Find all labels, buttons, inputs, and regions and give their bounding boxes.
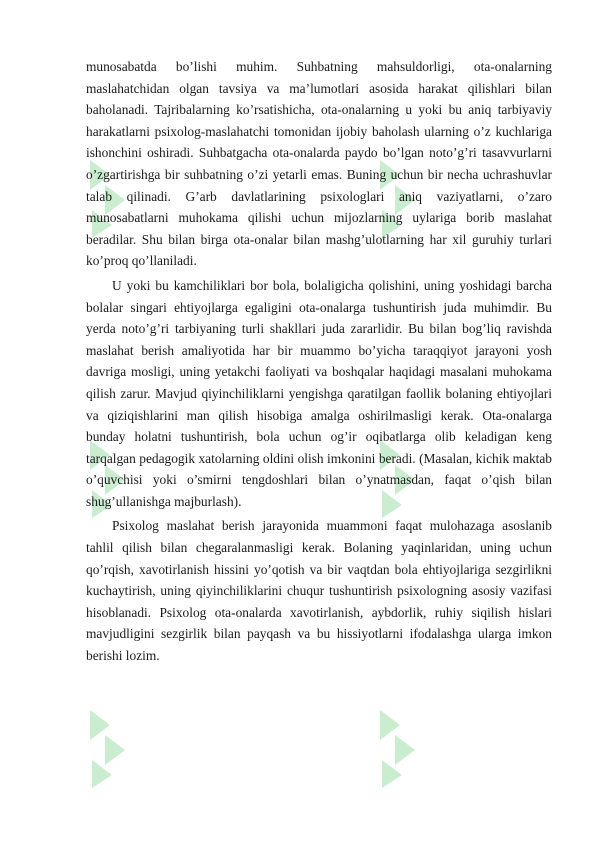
body-text (86, 56, 552, 670)
watermark-logo-icon (80, 690, 140, 790)
paragraph: U yoki bu kamchiliklari bor bola, bolaligicha qolishini, uning yoshidagi barcha bolalar singari ehtiyojlarga egaligini ota-onalarga tushuntirish juda muhimdir. Bu yerda noto’g’ri tarbiyaning turli shakllari juda zararlidir. Bu bilan bog’liq ravishda maslahat berish amaliyotida har bir muammo bo’yicha taraqqiyot jarayoni yosh davriga mosligi, uning yetakchi faoliyati va boshqalar haqidagi masalani muhokama qilish zarur. Mavjud qiyinchiliklarni yengishga qaratilgan faollik bolaning ehtiyojlari va qiziqishlarini man qilish hisobiga amalga oshirilmasligi kerak. Ota-onalarga bunday holatni tushuntirish, bola uchun og’ir oqibatlarga olib keladigan keng tarqalgan pedagogik xatolarning oldini olish imkonini beradi. (Masalan, kichik maktab o’quvchisi yoki o’smirni tengdoshlari bilan o’ynatmasdan, faqat o’qish bilan shug’ullanishga majburlash). (86, 277, 552, 509)
paragraph: Psixolog maslahat berish jarayonida muammoni faqat mulohazaga asoslanib tahlil qilish bilan chegaralanmasligi kerak. Bolaning yaqinlaridan, uning uchun qo’rqish, xavotirlanish hissini yo’qotish va bir vaqtdan bola ehtiyojlariga sezgirlikni kuchaytirish, uning qiyinchiliklarini chuqur tushuntirish psixologning asosiy vazifasi hisoblanadi. Psixolog ota-onalarda xavotirlanish, aybdorlik, ruhiy siqilish hislari mavjudligini sezgirlik bilan payqash va bu hissiyotlarni ifodalashga ularga imkon berishi lozim. (86, 518, 552, 664)
paragraph: munosabatda bo’lishi muhim. Suhbatning mahsuldorligi, ota-onalarning maslahatchidan olgan tavsiya va ma’lumotlari asosida harakat qilishlari bilan baholanadi. Tajribalarning ko’rsatishicha, ota-onalarning u yoki bu aniq tarbiyaviy harakatlarni psixolog-maslahatchi tomonidan ijobiy baholash ularning o’z kuchlariga ishonchini oshiradi. Suhbatgacha ota-onalarda paydo bo’lgan noto’g’ri tasavvurlarni o’zgartirishga bir suhbatning o’zi yetarli emas. Buning uchun bir necha uchrashuvlar talab qilinadi. G’arb davlatlarining psixologlari aniq vaziyatlarni, o’zaro munosabatlarni muhokama qilishi uchun mijozlarning uylariga borib maslahat beradilar. Shu bilan birga ota-onalar bilan mashg’ulotlarning har xil guruhiy turlari ko’proq qo’llaniladi. (86, 59, 552, 269)
watermark-logo-icon (370, 690, 430, 790)
